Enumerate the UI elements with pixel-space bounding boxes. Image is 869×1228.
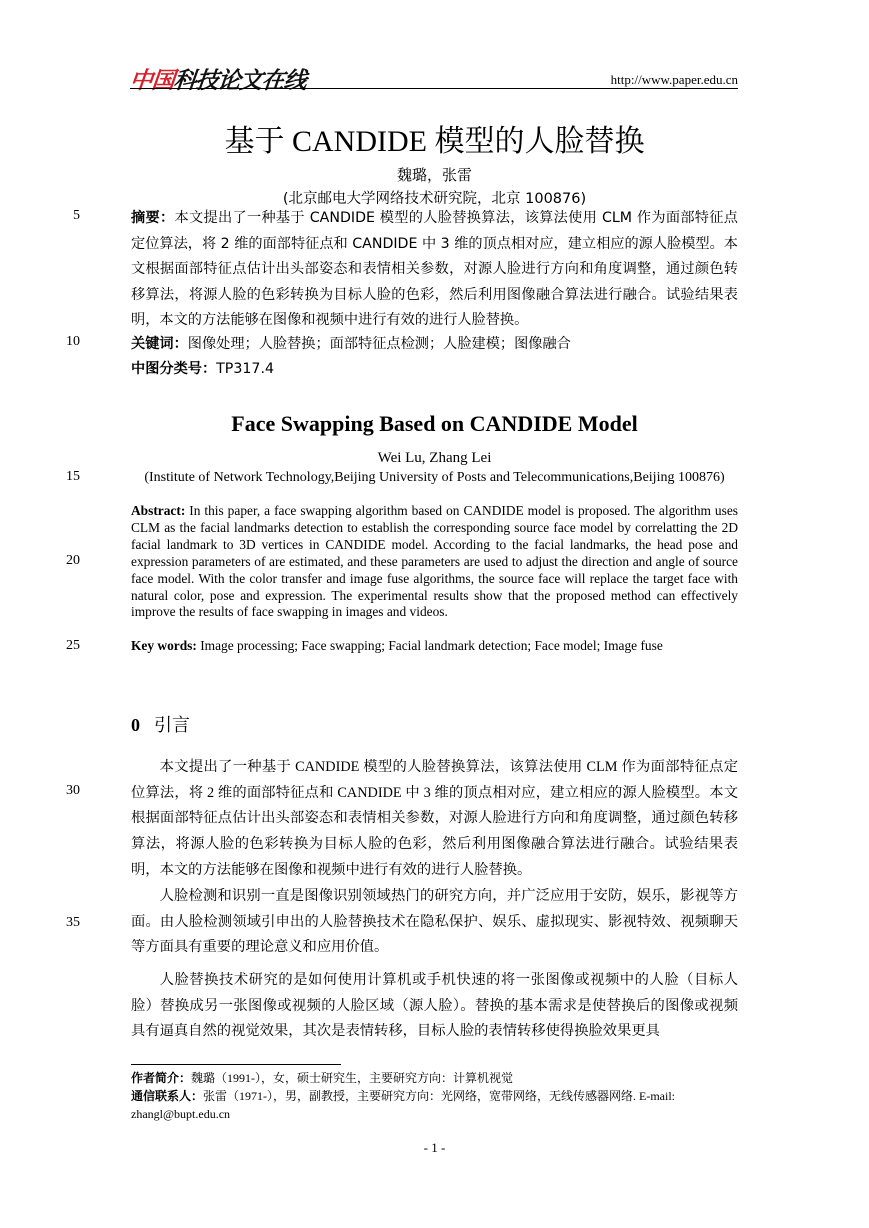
- affiliation-cn: (北京邮电大学网络技术研究院，北京 100876): [282, 191, 587, 207]
- abstract-en-text: In this paper, a face swapping algorithm based on CANDIDE model is proposed. The algorithm uses CLM as the facial landmarks detection to establish the corresponding source face model by correlatting the 2D facial landmark to 3D vertices in CANDIDE model. According to the facial landmarks, the head pose and expression parameters of are estimated, and these parameters are used to adjust the direction and angle of source face model. With the color transfer and image fuse algorithms, the source face will replace the target face with natural color, pose and expression. The experimental results show that the proposed method can effectively improve the results of face swapping in images and videos.: [131, 503, 738, 620]
- header-rule: [130, 88, 738, 89]
- classification-cn-label: 中图分类号：: [131, 361, 217, 377]
- affiliation-en: (Institute of Network Technology,Beijing University of Posts and Telecommunications,Beijing 100876): [144, 470, 725, 485]
- keywords-cn: [131, 333, 738, 353]
- line-number: 5: [73, 208, 80, 223]
- footnote-author-label: 作者简介：: [131, 1071, 192, 1085]
- keywords-cn-label: 关键词：: [131, 336, 188, 352]
- section-title: 引言: [154, 715, 190, 736]
- footnote-rule: [131, 1064, 341, 1065]
- line-number: 10: [66, 334, 80, 349]
- journal-logo: [128, 62, 307, 95]
- body-paragraph: 本文提出了一种基于 CANDIDE 模型的人脸替换算法，该算法使用 CLM 作为面部特征点定位算法，将 2 维的面部特征点和 CANDIDE 中 3 维的顶点相对应，建立相应的源人脸模型。本文根据面部特征点估计出头部姿态和表情相关参数，对源人脸进行方向和角度调整，通过颜色转移算法，将源人脸的色彩转换为目标人脸的色彩，然后利用图像融合算法进行融合。试验结果表明，本文的方法能够在图像和视频中进行有效的进行人脸替换。: [131, 759, 738, 878]
- keywords-cn-text: 图像处理；人脸替换；面部特征点检测；人脸建模；图像融合: [187, 336, 571, 352]
- abstract-cn-text: 本文提出了一种基于 CANDIDE 模型的人脸替换算法，该算法使用 CLM 作为面部特征点定位算法，将 2 维的面部特征点和 CANDIDE 中 3 维的顶点相对应，建立相应的源人脸模型。本文根据面部特征点估计出头部姿态和表情相关参数，对源人脸进行方向和角度调整，通过颜色转移算法，将源人脸的色彩转换为目标人脸的色彩，然后利用图像融合算法进行融合。试验结果表明，本文的方法能够在图像和视频中进行有效的进行人脸替换。: [131, 210, 738, 328]
- section-heading: [131, 711, 190, 737]
- line-number: 35: [66, 915, 80, 930]
- classification-cn-text: TP317.4: [216, 361, 274, 377]
- footnote-author-text: 魏璐（1991-），女，硕士研究生，主要研究方向：计算机视觉: [191, 1071, 514, 1085]
- footnote-contact-label: 通信联系人：: [131, 1089, 204, 1103]
- line-number: 25: [66, 638, 80, 653]
- footnote-contact-text: 张雷（1971-），男，副教授，主要研究方向：光网络，宽带网络，无线传感器网络. E-mail: zhangl@bupt.edu.cn: [131, 1089, 676, 1121]
- authors-en: Wei Lu, Zhang Lei: [377, 450, 492, 466]
- logo-part-black: 科技论文在线: [172, 68, 308, 94]
- keywords-en: [131, 638, 738, 654]
- abstract-en: [131, 503, 738, 621]
- line-number: 20: [66, 553, 80, 568]
- classification-cn: [131, 358, 738, 378]
- logo-part-red: 中国: [128, 68, 176, 94]
- abstract-cn: [131, 206, 738, 334]
- body-paragraph: 人脸检测和识别一直是图像识别领域热门的研究方向，并广泛应用于安防，娱乐，影视等方面。由人脸检测领域引申出的人脸替换技术在隐私保护、娱乐、虚拟现实、影视特效、视频聊天等方面具有重要的理论意义和应用价值。: [131, 888, 738, 956]
- keywords-en-text: Image processing; Face swapping; Facial landmark detection; Face model; Image fuse: [196, 638, 663, 653]
- title-cn: 基于 CANDIDE 模型的人脸替换: [224, 125, 645, 158]
- page-number: - 1 -: [423, 1140, 446, 1155]
- line-number: 30: [66, 783, 80, 798]
- abstract-cn-label: 摘要：: [131, 210, 175, 226]
- footnote-author: [131, 1070, 738, 1088]
- abstract-en-label: Abstract:: [131, 503, 186, 518]
- title-en: Face Swapping Based on CANDIDE Model: [231, 411, 638, 436]
- body-paragraph: 人脸替换技术研究的是如何使用计算机或手机快速的将一张图像或视频中的人脸（目标人脸）替换成另一张图像或视频的人脸区域（源人脸）。替换的基本需求是使替换后的图像或视频具有逼真自然的视觉效果，其次是表情转移，目标人脸的表情转移使得换脸效果更具: [131, 972, 738, 1040]
- line-number: 15: [66, 469, 80, 484]
- footnote-contact: [131, 1088, 738, 1123]
- section-number: 0: [131, 715, 140, 735]
- authors-cn: 魏璐，张雷: [396, 168, 472, 184]
- keywords-en-label: Key words:: [131, 638, 197, 653]
- header-url[interactable]: http://www.paper.edu.cn: [610, 72, 738, 87]
